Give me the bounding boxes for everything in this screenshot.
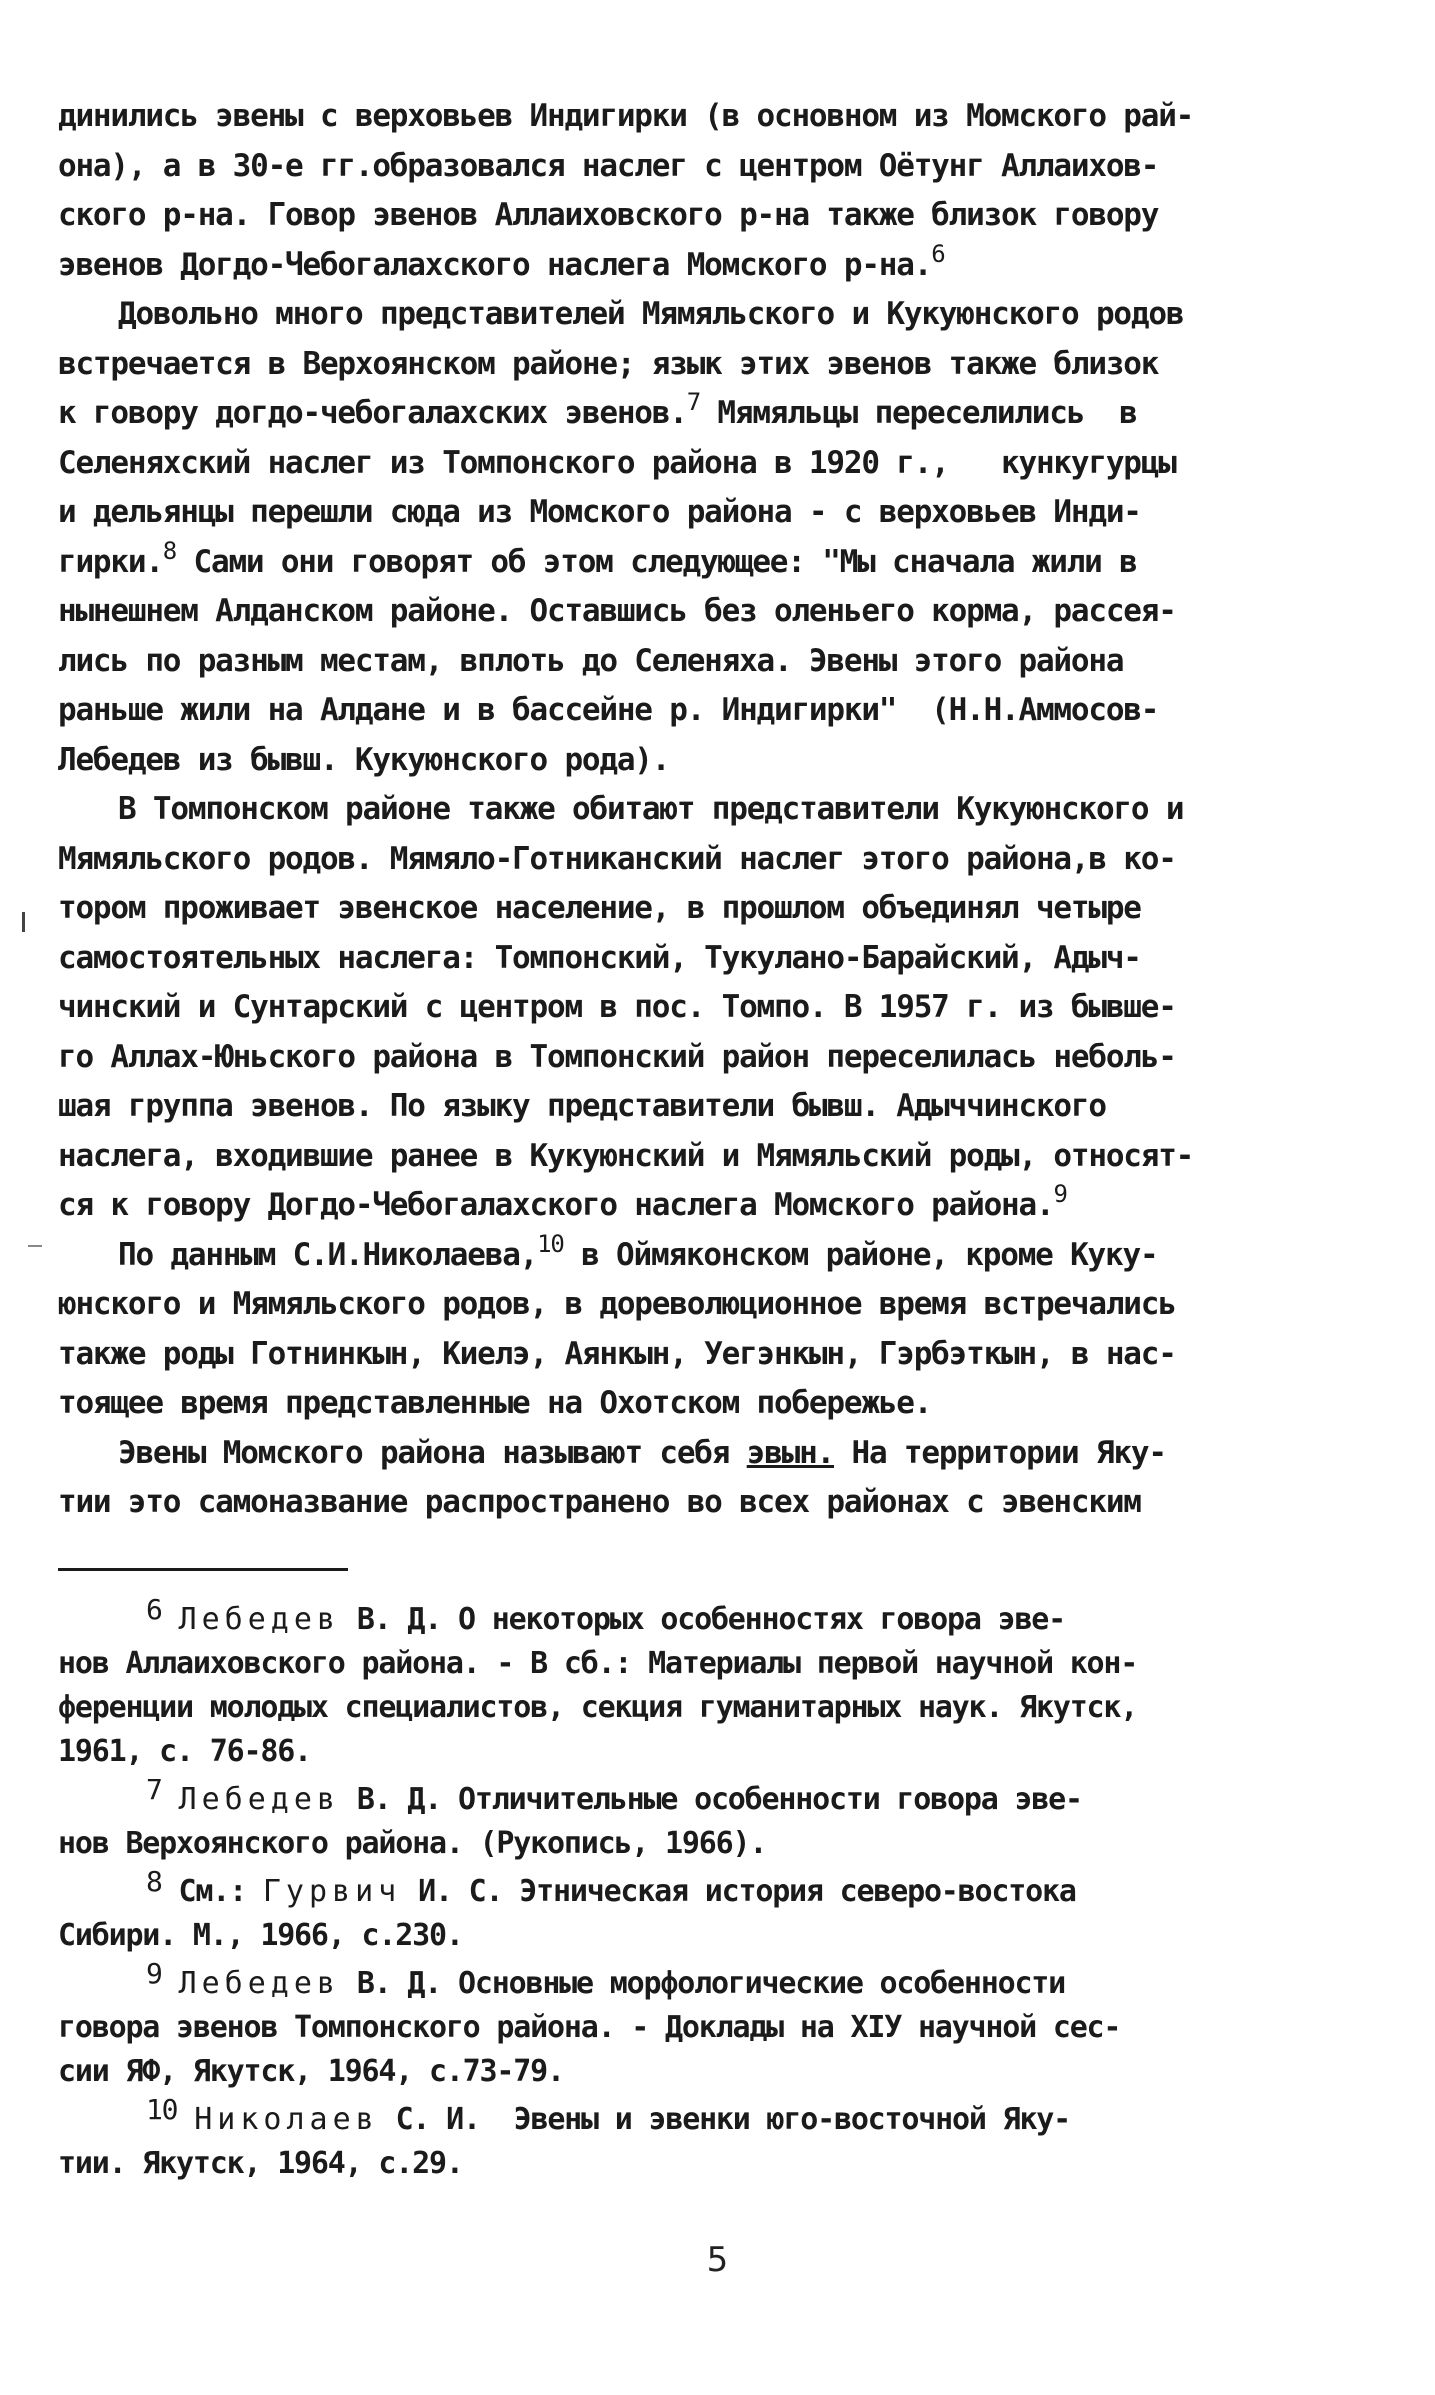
footnote-author: Николаев [194,2102,379,2137]
text-line [58,92,1348,142]
text-run: эвенов Догдо-Чебогалахского наслега Момского р-на. [58,246,932,283]
text-run: и дельянцы перешли сюда из Момского района - с верховьев Инди- [58,494,1141,530]
footnote-author: Лебедев [178,1602,340,1637]
text-run: Эвены Момского района называют себя [118,1434,747,1471]
footnote-text: В. Д. О некоторых особенностях говора эве- [339,1602,1066,1637]
footnote-line [58,1865,1358,1914]
text-line [58,1082,1348,1132]
text-run: ского р-на. Говор эвенов Аллаиховского р-на также близок говору [58,197,1159,233]
text-run: нынешнем Алданском районе. Оставшись без оленьего корма, рассея- [58,593,1176,629]
text-line [58,488,1348,538]
footnote-ref: 8 [162,536,177,565]
text-run: го Аллах-Юньского района в Томпонский район переселилась неболь- [58,1038,1176,1075]
footnote-number: 10 [146,2093,178,2126]
footnote-line [58,2050,1358,2094]
text-line [58,785,1348,835]
text-run: В Томпонском районе также обитают представители Кукуюнского и [118,791,1184,827]
text-run: Мямяльского родов. Мямяло-Готниканский наслег этого района,в ко- [58,840,1176,877]
footnote-author: Лебедев [178,1966,340,2001]
text-line [58,439,1348,489]
text-run: юнского и Мямяльского родов, в дореволюционное время встречались [58,1286,1176,1322]
footnote-ref: 7 [686,388,700,416]
text-run: Сами они говорят об этом следующее: "Мы сначала жили в [176,543,1137,580]
footnote [58,1593,1358,1774]
footnote-text: С. И. Эвены и эвенки юго-восточной Яку- [378,2102,1071,2137]
footnote-text: сии ЯФ, Якутск, 1964, с.73-79. [58,2054,564,2089]
text-line [58,389,1348,439]
footnote-number: 8 [146,1865,162,1898]
text-run: Лебедев из бывш. Кукуюнского рода). [58,741,670,778]
text-run: По данным С.И.Николаева, [118,1236,538,1273]
footnote-line [58,1730,1358,1774]
footnote-separator [58,1568,348,1571]
page-number: 5 [706,2240,729,2280]
scan-mark [28,1245,42,1247]
text-line [58,1379,1348,1429]
footnote-text: В. Д. Основные морфологические особенности [339,1966,1066,2001]
footnote [58,1957,1358,2094]
footnote-text: ференции молодых специалистов, секция гуманитарных наук. Якутск, [58,1690,1138,1725]
text-line [58,191,1348,241]
footnote-line [58,1686,1358,1730]
footnote-number: 9 [146,1957,162,1990]
text-run: наслега, входившие ранее в Кукуюнский и Мямяльский роды, относят- [58,1137,1194,1174]
text-run: тоящее время представленные на Охотском побережье. [58,1385,932,1421]
footnote-line [58,1773,1358,1822]
text-line [58,1280,1348,1330]
text-line [58,1033,1348,1083]
footnote-line [58,1593,1358,1642]
footnote-text: говора эвенов Томпонского района. - Доклады на XIУ научной сес- [58,2010,1121,2045]
text-run: На территории Яку- [834,1434,1166,1471]
footnote-ref: 6 [931,239,945,268]
text-run: тии это самоназвание распространено во всех районах с эвенским [58,1484,1141,1520]
footnote-text: нов Верхоянского района. (Рукопись, 1966). [58,1826,767,1861]
footnote [58,2093,1358,2186]
footnote-line [58,1822,1358,1866]
footnote-line [58,2093,1358,2142]
text-line [58,340,1348,390]
text-run: ся к говору Догдо-Чебогалахского наслега Момского района. [58,1187,1054,1223]
text-run: к говору догдо-чебогалахских эвенов. [58,395,687,431]
text-line [58,1330,1348,1380]
footnote-line [58,1914,1358,1958]
text-line [58,1132,1348,1182]
text-line [58,1181,1348,1231]
text-line [58,884,1348,934]
text-line [58,241,1348,291]
text-run: самостоятельных наслега: Томпонский, Тукулано-Барайский, Адыч- [58,939,1141,976]
text-line [58,1231,1348,1281]
text-line [58,1478,1348,1528]
footnote-line [58,1957,1358,2006]
scan-mark [22,912,25,932]
text-run: тором проживает эвенское население, в прошлом объединял четыре [58,890,1141,926]
text-line [58,686,1348,736]
text-line [58,587,1348,637]
text-line [58,290,1348,340]
footnote [58,1865,1358,1958]
footnote-number: 6 [146,1593,162,1626]
text-run: Мямяльцы переселились в [699,395,1137,431]
text-run: она), а в 30-е гг.образовался наслег с центром Оётунг Аллаихов- [58,147,1159,184]
footnote-number: 7 [146,1773,162,1806]
footnote-text: нов Аллаиховского района. - В сб.: Материалы первой научной кон- [58,1646,1138,1681]
footnote-line [58,2006,1358,2050]
text-run: встречается в Верхоянском районе; язык этих эвенов также близок [58,345,1159,382]
text-line [58,538,1348,588]
footnote [58,1773,1358,1866]
footnote-line [58,2142,1358,2186]
text-line [58,934,1348,984]
footnote-author: Лебедев [178,1782,340,1817]
text-line [58,983,1348,1033]
text-line [58,736,1348,786]
footnote-prefix: См.: [178,1874,263,1909]
footnote-text: тии. Якутск, 1964, с.29. [58,2146,463,2181]
footnote-line [58,1642,1358,1686]
text-run: чинский и Сунтарский с центром в пос. Томпо. В 1957 г. из бывше- [58,989,1176,1025]
text-line [58,142,1348,192]
text-run: Селеняхский наслег из Томпонского района в 1920 г., кункугурцы [58,444,1176,481]
text-line [58,835,1348,885]
text-run: гирки. [58,543,163,580]
text-run: в Оймяконском районе, кроме Куку- [563,1236,1158,1273]
footnote-ref: 10 [537,1229,564,1258]
text-line [58,1429,1348,1479]
footnote-author: Гурвич [262,1874,402,1909]
text-run: динились эвены с верховьев Индигирки (в основном из Момского рай- [58,98,1194,134]
footnote-text: 1961, с. 76-86. [58,1734,311,1769]
text-run: эвын. [746,1434,835,1471]
text-run: раньше жили на Алдане и в бассейне р. Индигирки" (Н.Н.Аммосов- [58,692,1159,728]
text-run: Довольно много представителей Мямяльского и Кукуюнского родов [118,296,1184,332]
footnote-text: И. С. Этническая история северо-востока [401,1874,1076,1909]
text-line [58,637,1348,687]
text-run: также роды Готнинкын, Киелэ, Аянкын, Уегэнкын, Гэрбэткын, в нас- [58,1335,1176,1372]
text-run: шая группа эвенов. По языку представители бывш. Адыччинского [58,1088,1106,1124]
footnote-text: В. Д. Отличительные особенности говора эве- [339,1782,1082,1817]
footnotes [58,1593,1358,2190]
text-run: лись по разным местам, вплоть до Селеняха. Эвены этого района [58,642,1124,679]
footnote-text: Сибири. М., 1966, с.230. [58,1918,463,1953]
footnote-ref: 9 [1053,1180,1067,1208]
main-text [58,92,1348,1528]
